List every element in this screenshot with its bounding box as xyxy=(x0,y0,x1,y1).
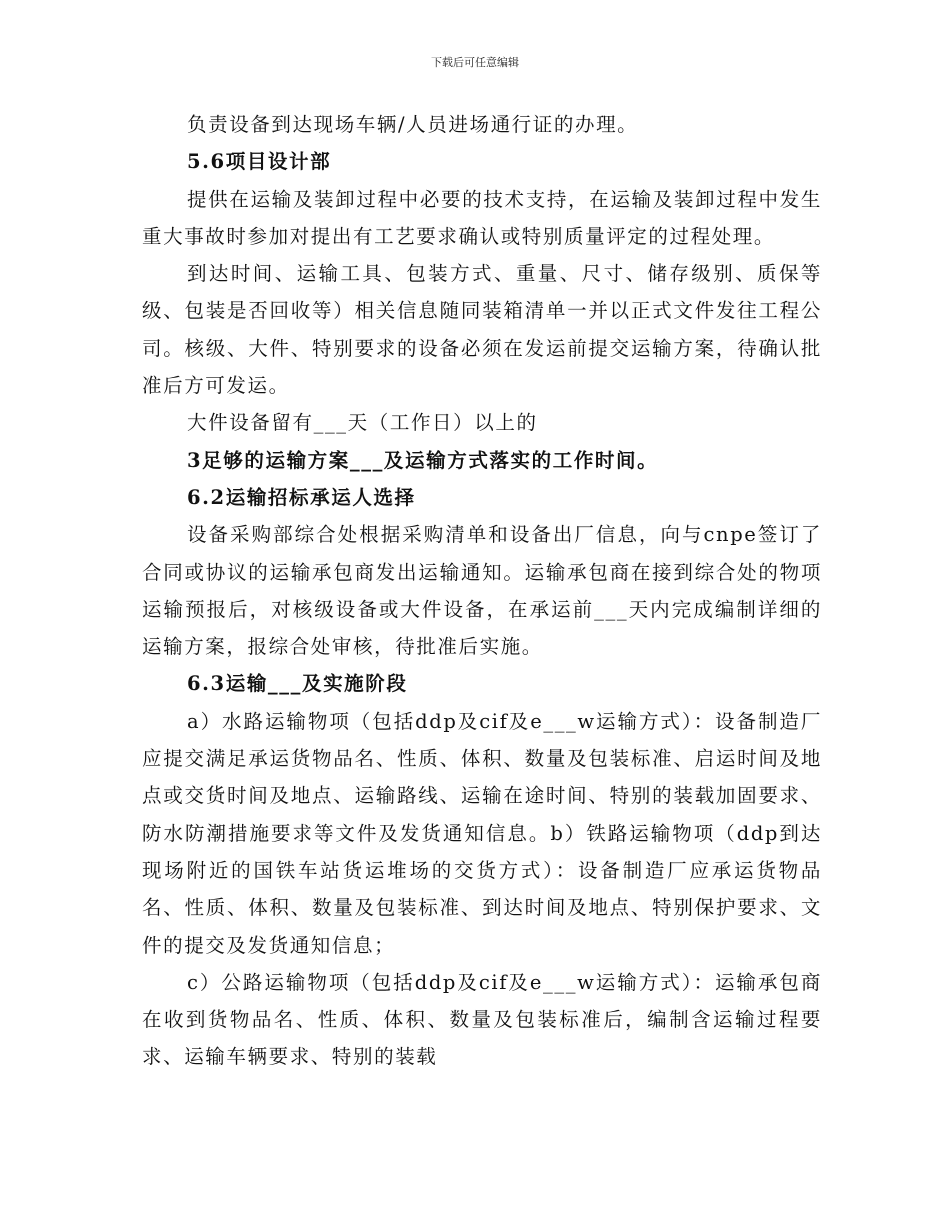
document-body xyxy=(142,106,822,1076)
paragraph-procurement-notice: 设备采购部综合处根据采购清单和设备出厂信息，向与cnpe签订了合同或协议的运输承包商发出运输通知。运输承包商在接到综合处的物项运输预报后，对核级设备或大件设备，在承运前___天内完成编制详细的运输方案，报综合处审核，待批准后实施。 xyxy=(142,523,822,659)
paragraph-arrival-info: 到达时间、运输工具、包装方式、重量、尺寸、储存级别、质保等级、包装是否回收等）相关信息随同装箱清单一并以正式文件发往工程公司。核级、大件、特别要求的设备必须在发运前提交运输方案，待确认批准后方可发运。 xyxy=(142,262,822,398)
paragraph-water-rail-transport: a）水路运输物项（包括ddp及cif及e___w运输方式）：设备制造厂应提交满足承运货物品名、性质、体积、数量及包装标准、启运时间及地点或交货时间及地点、运输路线、运输在途时间、特别的装载加固要求、防水防潮措施要求等文件及发货通知信息。b）铁路运输物项（ddp到达现场附近的国铁车站货运堆场的交货方式）：设备制造厂应承运货物品名、性质、体积、数量及包装标准、到达时间及地点、特别保护要求、文件的提交及发货通知信息； xyxy=(142,709,822,957)
page-header: 下载后可任意编辑 xyxy=(431,56,519,69)
heading-3-transport-plan: 3足够的运输方案___及运输方式落实的工作时间。 xyxy=(187,448,659,472)
heading-6-2-tender: 6.2运输招标承运人选择 xyxy=(187,485,416,509)
paragraph-road-transport: c）公路运输物项（包括ddp及cif及e___w运输方式）：运输承包商在收到货物品名、性质、体积、数量及包装标准后，编制含运输过程要求、运输车辆要求、特别的装载 xyxy=(142,970,822,1069)
heading-6-3-implementation: 6.3运输___及实施阶段 xyxy=(187,672,408,696)
paragraph-large-equipment: 大件设备留有___天（工作日）以上的 xyxy=(187,411,538,435)
paragraph-technical-support: 提供在运输及装卸过程中必要的技术支持，在运输及装卸过程中发生重大事故时参加对提出有工艺要求确认或特别质量评定的过程处理。 xyxy=(142,187,822,248)
heading-5-6-design-dept: 5.6项目设计部 xyxy=(187,150,332,174)
paragraph-vehicle-pass: 负责设备到达现场车辆/人员进场通行证的办理。 xyxy=(187,113,639,136)
